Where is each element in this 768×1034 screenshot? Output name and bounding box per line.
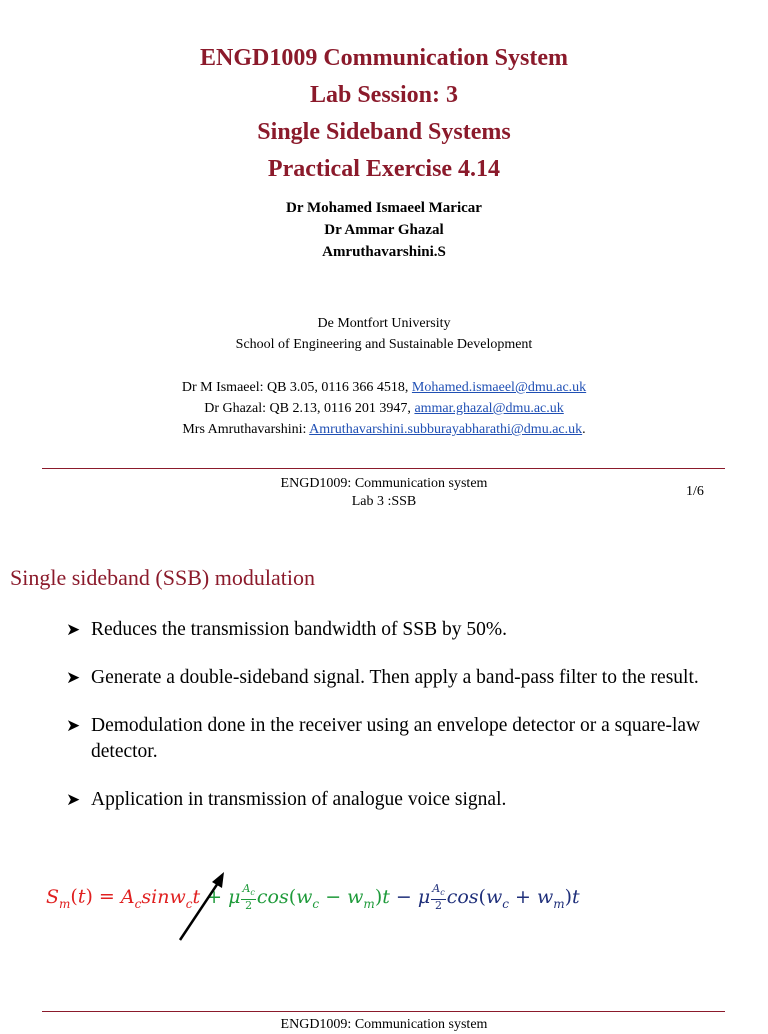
list-item-text: Reduces the transmission bandwidth of SSB by 50%. — [91, 619, 507, 640]
topic-title: Single Sideband Systems — [257, 119, 511, 145]
title-block — [0, 40, 768, 188]
ssb-equation: $S_m(t) = A_c\sin w_ct + \mu$ $\frac{A_c}{2}$ $\cos(w_c - w_m)t - \mu$ $\frac{A_c}{2}$ $\cos(w_c + w_m)t$ — [46, 882, 580, 913]
arrowhead-bullet-icon: ➤ — [66, 620, 81, 639]
author-name: Amruthavarshini.S — [322, 244, 446, 260]
authors-block — [0, 197, 768, 263]
page-footer — [0, 1016, 768, 1034]
arrowhead-bullet-icon: ➤ — [66, 716, 81, 735]
list-item-text: Generate a double-sideband signal. Then apply a band-pass filter to the result. — [91, 667, 699, 688]
exercise-title: Practical Exercise 4.14 — [267, 156, 501, 182]
contact-line — [0, 398, 768, 419]
footer-course: ENGD1009: Communication system — [280, 476, 488, 491]
bullet-list — [66, 617, 726, 835]
list-item-text: Application in transmission of analogue voice signal. — [91, 789, 507, 810]
section-title: Single sideband (SSB) modulation — [10, 565, 315, 590]
page-number: 1/6 — [686, 484, 704, 499]
lab-session-title: Lab Session: 3 — [309, 82, 459, 108]
email-link[interactable]: ammar.ghazal@dmu.ac.uk — [414, 401, 564, 416]
list-item — [66, 617, 726, 643]
affiliation-block — [0, 313, 768, 355]
course-title: ENGD1009 Communication System — [199, 45, 568, 71]
contact-line — [0, 419, 768, 440]
author-name: Dr Ammar Ghazal — [324, 222, 444, 238]
list-item — [66, 787, 726, 813]
arrowhead-bullet-icon: ➤ — [66, 790, 81, 809]
footer-divider — [42, 468, 725, 469]
footer-lab: Lab 3 :SSB — [351, 494, 417, 509]
contacts-block — [0, 377, 768, 440]
footer-course: ENGD1009: Communication system — [280, 1017, 488, 1032]
arrowhead-bullet-icon: ➤ — [66, 668, 81, 687]
page-footer — [0, 475, 768, 511]
list-item — [66, 665, 726, 691]
university-name: De Montfort University — [317, 316, 451, 331]
list-item-text: Demodulation done in the receiver using an envelope detector or a square-law detector. — [91, 715, 701, 762]
contact-suffix: . — [582, 422, 586, 437]
contact-details: Dr Ghazal: QB 2.13, 0116 201 3947, — [204, 401, 415, 416]
school-name: School of Engineering and Sustainable Development — [235, 337, 533, 352]
author-name: Dr Mohamed Ismaeel Maricar — [286, 200, 482, 216]
email-link[interactable]: Mohamed.ismaeel@dmu.ac.uk — [411, 380, 587, 395]
footer-divider — [42, 1011, 725, 1012]
email-link[interactable]: Amruthavarshini.subburayabharathi@dmu.ac.uk — [309, 422, 583, 437]
annotation-arrow-icon — [172, 866, 232, 946]
contact-details: Mrs Amruthavarshini: — [182, 422, 310, 437]
contact-details: Dr M Ismaeel: QB 3.05, 0116 366 4518, — [181, 380, 412, 395]
list-item — [66, 713, 726, 765]
contact-line — [0, 377, 768, 398]
